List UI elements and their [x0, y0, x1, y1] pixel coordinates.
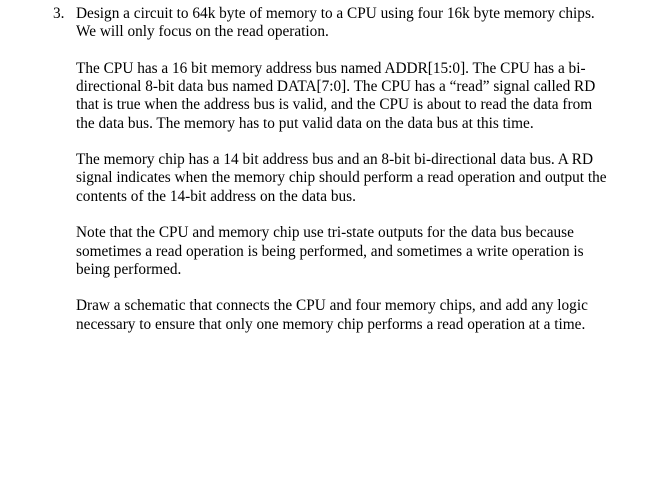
problem-intro: Design a circuit to 64k byte of memory to a CPU using four 16k byte memory chips. We will only focus on the read operation. — [76, 5, 595, 41]
paragraph-cpu-buses: The CPU has a 16 bit memory address bus named ADDR[15:0]. The CPU has a bi-directional 8-bit data bus named DATA[7:0]. The CPU has a “read” signal called RD that is true when the address bus is valid, and the CPU is about to read the data from the data bus. The memory has to put valid data on the data bus at this time. — [76, 59, 596, 132]
paragraph-schematic-task: Draw a schematic that connects the CPU and four memory chips, and add any logic necessary to ensure that only one memory chip performs a read operation at a time. — [76, 297, 588, 333]
paragraph-memory-chip: The memory chip has a 14 bit address bus and an 8-bit bi-directional data bus. A RD signal indicates when the memory chip should perform a read operation and output the contents of the 14-bit address on the data bus. — [76, 151, 607, 205]
problem-body — [76, 5, 613, 334]
problem-number: 3. — [53, 5, 65, 22]
problem-3 — [53, 5, 613, 352]
paragraph-tri-state-note: Note that the CPU and memory chip use tri-state outputs for the data bus because sometimes a read operation is being performed, and sometimes a write operation is being performed. — [76, 224, 584, 278]
